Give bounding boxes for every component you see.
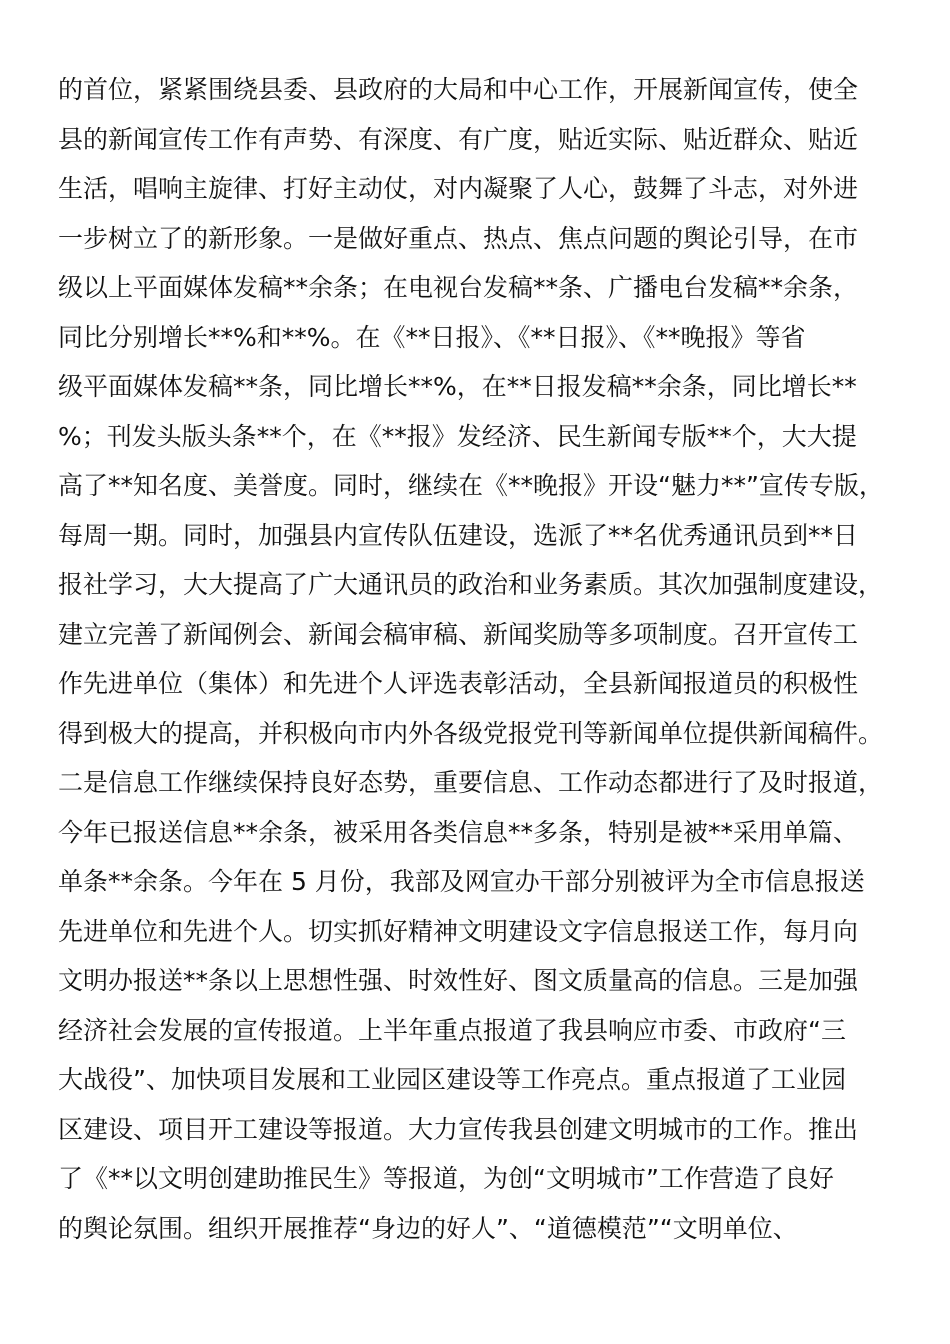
text-line: 生活，唱响主旋律、打好主动仗，对内凝聚了人心，鼓舞了斗志，对外进 — [58, 174, 859, 203]
text-line: 区建设、项目开工建设等报道。大力宣传我县创建文明城市的工作。推出 — [58, 1114, 859, 1144]
text-line: 报社学习，大大提高了广大通讯员的政治和业务素质。其次加强制度建设， — [58, 570, 884, 599]
text-line: 得到极大的提高，并积极向市内外各级党报党刊等新闻单位提供新闻稿件。 — [58, 718, 884, 748]
text-line: 大战役”、加快项目发展和工业园区建设等工作亮点。重点报道了工业园 — [58, 1065, 846, 1094]
text-line: 今年已报送信息**余条，被采用各类信息**多条，特别是被**采用单篇、 — [58, 817, 859, 847]
text-line: 县的新闻宣传工作有声势、有深度、有广度，贴近实际、贴近群众、贴近 — [58, 124, 859, 154]
text-line: 先进单位和先进个人。切实抓好精神文明建设文字信息报送工作，每月向 — [58, 916, 859, 946]
text-line: 同比分别增长**%和**%。在《**日报》、《**日报》、《**晚报》等省 — [58, 322, 806, 352]
text-line: 文明办报送**条以上思想性强、时效性好、图文质量高的信息。三是加强 — [58, 966, 859, 995]
text-line: 级以上平面媒体发稿**余条；在电视台发稿**条、广播电台发稿**余条， — [58, 273, 859, 302]
text-line: 一步树立了的新形象。一是做好重点、热点、焦点问题的舆论引导，在市 — [58, 223, 859, 253]
text-line: 的首位，紧紧围绕县委、县政府的大局和中心工作，开展新闻宣传，使全 — [58, 75, 859, 104]
text-line: 每周一期。同时，加强县内宣传队伍建设，选派了**名优秀通讯员到**日 — [58, 520, 859, 550]
text-line: %；刊发头版头条**个，在《**报》发经济、民生新闻专版**个，大大提 — [58, 421, 857, 451]
body-text — [58, 65, 908, 1253]
text-line: 建立完善了新闻例会、新闻会稿审稿、新闻奖励等多项制度。召开宣传工 — [58, 619, 859, 649]
text-line: 级平面媒体发稿**条，同比增长**%，在**日报发稿**余条，同比增长** — [58, 372, 857, 401]
text-line: 单条**余条。今年在 5 月份，我部及网宣办干部分别被评为全市信息报送 — [58, 867, 865, 896]
text-line: 了《**以文明创建助推民生》等报道，为创“文明城市”工作营造了良好 — [58, 1164, 834, 1193]
text-line: 作先进单位（集体）和先进个人评选表彰活动，全县新闻报道员的积极性 — [58, 669, 859, 698]
text-line: 高了**知名度、美誉度。同时，继续在《**晚报》开设“魅力**”宣传专版， — [58, 471, 884, 500]
text-line: 的舆论氛围。组织开展推荐“身边的好人”、“道德模范”“文明单位、 — [58, 1213, 798, 1243]
text-line: 二是信息工作继续保持良好态势，重要信息、工作动态都进行了及时报道， — [58, 768, 884, 797]
text-line: 经济社会发展的宣传报道。上半年重点报道了我县响应市委、市政府“三 — [58, 1015, 846, 1045]
